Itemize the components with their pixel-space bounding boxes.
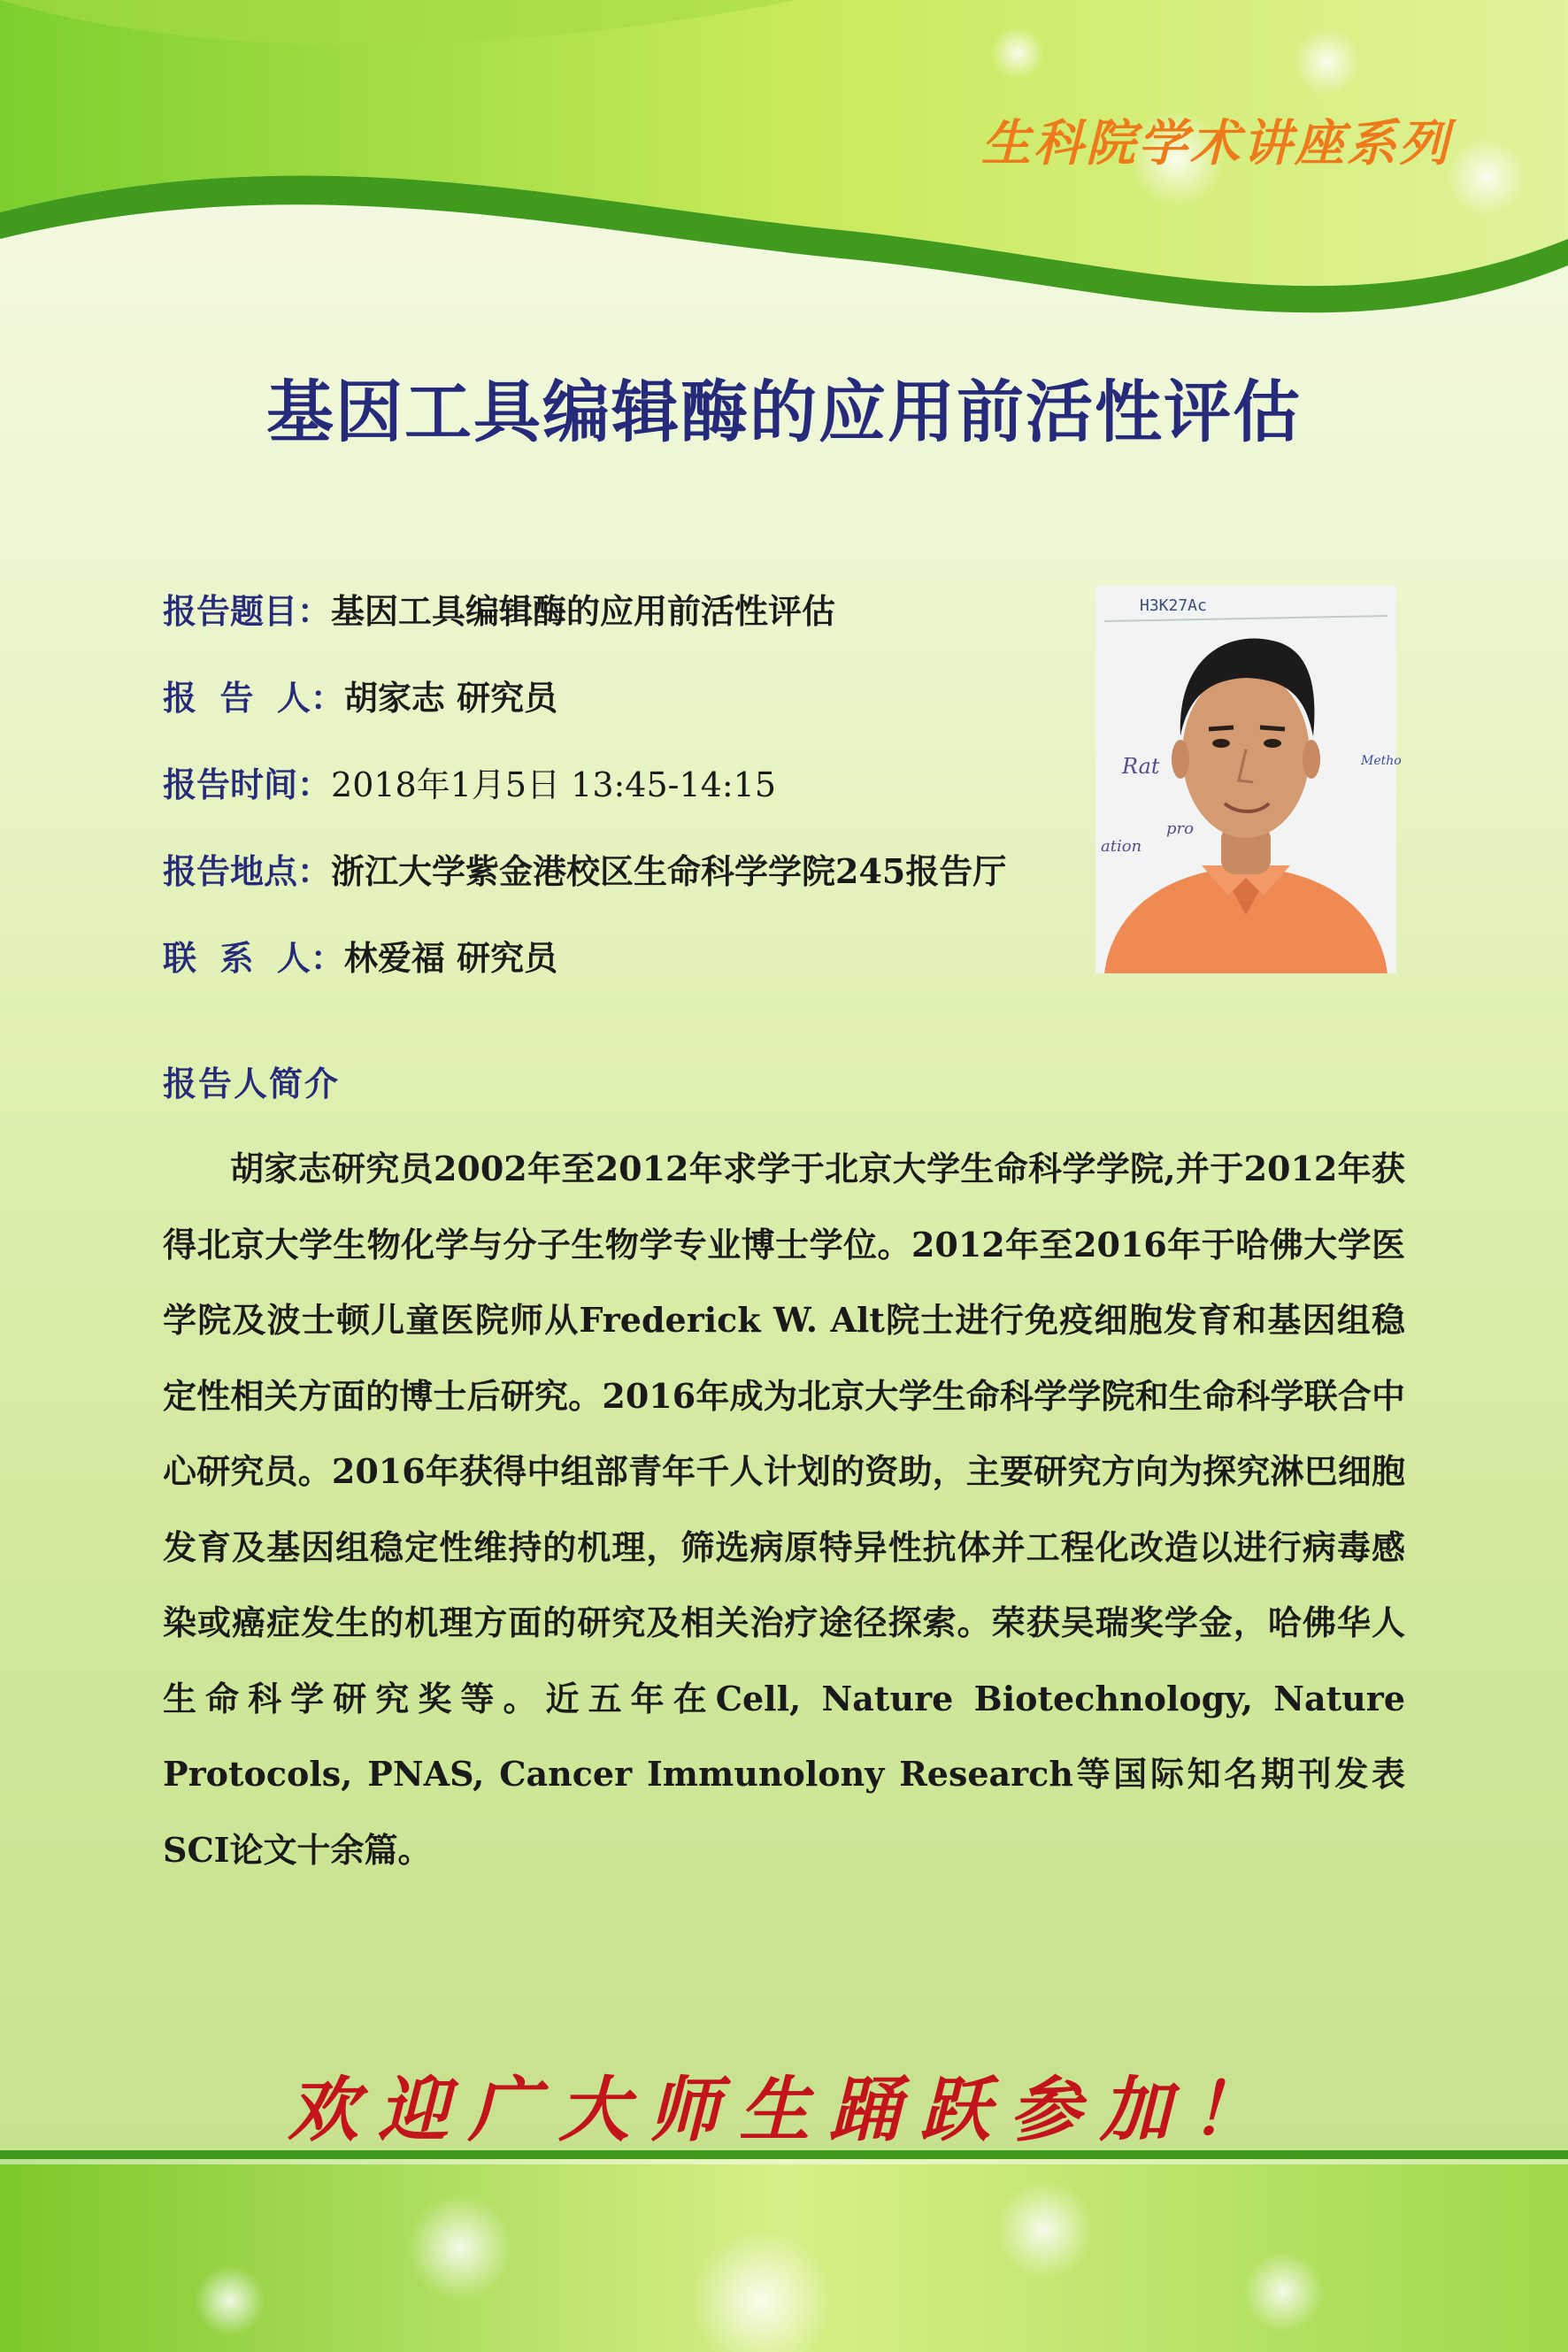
location-label: 报告地点： bbox=[163, 851, 332, 891]
board-text-4: ation bbox=[1101, 837, 1142, 856]
contact-label: 联 系 人： bbox=[163, 938, 344, 978]
board-text-5: pro bbox=[1166, 819, 1194, 838]
speaker-label: 报 告 人： bbox=[163, 678, 344, 718]
board-text-3: Metho bbox=[1361, 754, 1402, 768]
lecture-series-title: 生科院学术讲座系列 bbox=[981, 115, 1451, 173]
info-topic bbox=[163, 584, 835, 633]
speaker-photo bbox=[1095, 586, 1402, 973]
info-speaker bbox=[163, 671, 557, 719]
topic-value: 基因工具编辑酶的应用前活性评估 bbox=[331, 591, 836, 631]
location-value: 浙江大学紫金港校区生命科学学院245报告厅 bbox=[331, 851, 1007, 891]
time-value: 2018年1月5日 13:45-14:15 bbox=[331, 765, 777, 804]
welcome-slogan: 欢迎广大师生踊跃参加！ bbox=[288, 2068, 1280, 2151]
info-time bbox=[163, 757, 776, 806]
info-contact bbox=[163, 931, 557, 980]
board-text-1: H3K27Ac bbox=[1140, 596, 1207, 615]
info-location bbox=[163, 844, 1006, 893]
speaker-portrait bbox=[1095, 586, 1402, 973]
board-text-2: Rat bbox=[1122, 754, 1160, 779]
bio-text: 胡家志研究员2002年至2012年求学于北京大学生命科学学院,并于2012年获得北京大学生物化学与分子生物学专业博士学位。2012年至2016年于哈佛大学医学院及波士顿儿童医院师从Frederick W. Alt院士进行免疫细胞发育和基因组稳定性相关方面的博士后研究。2016年成为北京大学生命科学学院和生命科学联合中心研究员。2016年获得中组部青年千人计划的资助，主要研究方向为探究淋巴细胞发育及基因组稳定性维持的机理，筛选病原特异性抗体并工程化改造以进行病毒感染或癌症发生的机理方面的研究及相关治疗途径探索。荣获吴瑞奖学金，哈佛华人生命科学研究奖等。近五年在Cell, Nature Biotechnology, Nature Protocols, PNAS, Cancer Immunolony Research等国际知名期刊发表SCI论文十余篇。 bbox=[163, 1149, 1405, 1870]
contact-value: 林爱福 研究员 bbox=[343, 938, 558, 978]
page-title: 基因工具编辑酶的应用前活性评估 bbox=[266, 373, 1302, 451]
time-label: 报告时间： bbox=[163, 765, 332, 804]
topic-label: 报告题目： bbox=[163, 591, 332, 631]
speaker-value: 胡家志 研究员 bbox=[343, 678, 558, 718]
bio-heading: 报告人简介 bbox=[163, 1064, 341, 1103]
